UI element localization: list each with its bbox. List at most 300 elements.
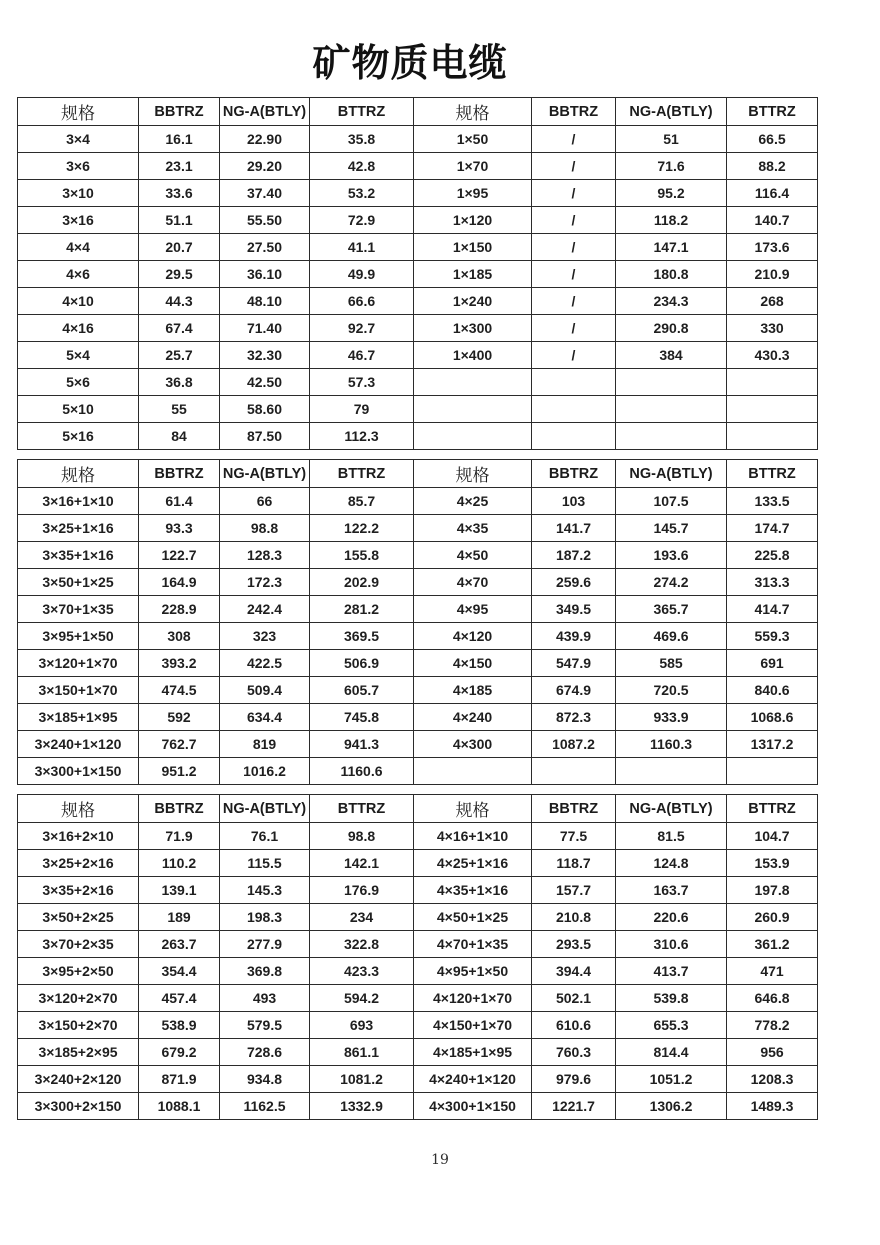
- spec-cell: 4×16+1×10: [414, 823, 532, 850]
- table-row: [18, 1012, 818, 1039]
- value-cell: 42.8: [310, 153, 414, 180]
- value-cell: 225.8: [727, 542, 818, 569]
- spec-cell: 1×95: [414, 180, 532, 207]
- value-cell: [616, 758, 727, 785]
- value-cell: 157.7: [532, 877, 616, 904]
- value-cell: 1088.1: [139, 1093, 220, 1120]
- value-column-header: NG-A(BTLY): [616, 795, 727, 823]
- value-cell: 579.5: [220, 1012, 310, 1039]
- value-cell: /: [532, 261, 616, 288]
- spec-cell: 3×70+2×35: [18, 931, 139, 958]
- value-cell: 281.2: [310, 596, 414, 623]
- value-cell: 87.50: [220, 423, 310, 450]
- page-number: 19: [431, 1152, 449, 1168]
- spec-cell: 3×120+1×70: [18, 650, 139, 677]
- value-cell: [532, 369, 616, 396]
- value-cell: 413.7: [616, 958, 727, 985]
- spec-cell: 4×95: [414, 596, 532, 623]
- value-cell: 277.9: [220, 931, 310, 958]
- value-cell: 1160.3: [616, 731, 727, 758]
- value-cell: 646.8: [727, 985, 818, 1012]
- spec-cell: 3×70+1×35: [18, 596, 139, 623]
- table-row: [18, 931, 818, 958]
- spec-cell: [414, 396, 532, 423]
- value-cell: 49.9: [310, 261, 414, 288]
- spec-cell: 3×150+2×70: [18, 1012, 139, 1039]
- value-cell: 840.6: [727, 677, 818, 704]
- value-cell: 176.9: [310, 877, 414, 904]
- spec-cell: 3×300+1×150: [18, 758, 139, 785]
- spec-cell: 3×10: [18, 180, 139, 207]
- value-cell: 115.5: [220, 850, 310, 877]
- value-cell: 872.3: [532, 704, 616, 731]
- spec-cell: 4×120+1×70: [414, 985, 532, 1012]
- value-cell: 51.1: [139, 207, 220, 234]
- value-cell: 142.1: [310, 850, 414, 877]
- spec-cell: [414, 758, 532, 785]
- value-cell: 933.9: [616, 704, 727, 731]
- value-cell: 605.7: [310, 677, 414, 704]
- spec-cell: 1×185: [414, 261, 532, 288]
- value-cell: 110.2: [139, 850, 220, 877]
- value-cell: 76.1: [220, 823, 310, 850]
- spec-cell: 4×25: [414, 488, 532, 515]
- value-cell: /: [532, 234, 616, 261]
- value-column-header: NG-A(BTLY): [220, 460, 310, 488]
- value-cell: 720.5: [616, 677, 727, 704]
- value-column-header: BBTRZ: [139, 460, 220, 488]
- table-row: [18, 515, 818, 542]
- table-row: [18, 288, 818, 315]
- value-cell: 98.8: [310, 823, 414, 850]
- value-cell: 180.8: [616, 261, 727, 288]
- value-cell: /: [532, 207, 616, 234]
- value-cell: 394.4: [532, 958, 616, 985]
- value-cell: 313.3: [727, 569, 818, 596]
- spec-column-header: 规格: [414, 460, 532, 488]
- value-cell: 16.1: [139, 126, 220, 153]
- value-cell: 112.3: [310, 423, 414, 450]
- value-cell: 93.3: [139, 515, 220, 542]
- value-cell: 234.3: [616, 288, 727, 315]
- value-cell: 124.8: [616, 850, 727, 877]
- value-cell: 71.6: [616, 153, 727, 180]
- value-cell: 430.3: [727, 342, 818, 369]
- spec-cell: 3×300+2×150: [18, 1093, 139, 1120]
- value-cell: 172.3: [220, 569, 310, 596]
- spec-cell: 3×35+1×16: [18, 542, 139, 569]
- value-cell: 361.2: [727, 931, 818, 958]
- value-cell: 1160.6: [310, 758, 414, 785]
- value-cell: 29.20: [220, 153, 310, 180]
- value-column-header: NG-A(BTLY): [616, 98, 727, 126]
- value-cell: 22.90: [220, 126, 310, 153]
- spec-cell: 4×70+1×35: [414, 931, 532, 958]
- value-cell: 145.7: [616, 515, 727, 542]
- value-cell: 674.9: [532, 677, 616, 704]
- value-column-header: BTTRZ: [727, 98, 818, 126]
- value-cell: 46.7: [310, 342, 414, 369]
- value-column-header: NG-A(BTLY): [616, 460, 727, 488]
- value-cell: 1087.2: [532, 731, 616, 758]
- spec-cell: 3×240+2×120: [18, 1066, 139, 1093]
- value-cell: 322.8: [310, 931, 414, 958]
- value-cell: 153.9: [727, 850, 818, 877]
- value-cell: 259.6: [532, 569, 616, 596]
- value-cell: 41.1: [310, 234, 414, 261]
- value-cell: 956: [727, 1039, 818, 1066]
- value-cell: 189: [139, 904, 220, 931]
- table-row: [18, 985, 818, 1012]
- spec-cell: 3×185+2×95: [18, 1039, 139, 1066]
- table-row: [18, 650, 818, 677]
- value-cell: 1068.6: [727, 704, 818, 731]
- table-row: [18, 342, 818, 369]
- spec-cell: 3×50+1×25: [18, 569, 139, 596]
- value-cell: 29.5: [139, 261, 220, 288]
- spec-column-header: 规格: [18, 460, 139, 488]
- table-row: [18, 315, 818, 342]
- value-cell: 502.1: [532, 985, 616, 1012]
- value-cell: 728.6: [220, 1039, 310, 1066]
- spec-cell: 4×35: [414, 515, 532, 542]
- value-column-header: BBTRZ: [139, 795, 220, 823]
- table-row: [18, 542, 818, 569]
- value-cell: 594.2: [310, 985, 414, 1012]
- spec-cell: 3×240+1×120: [18, 731, 139, 758]
- value-cell: 27.50: [220, 234, 310, 261]
- value-cell: 369.5: [310, 623, 414, 650]
- value-cell: [532, 396, 616, 423]
- table-row: [18, 423, 818, 450]
- value-cell: 35.8: [310, 126, 414, 153]
- value-column-header: BTTRZ: [310, 98, 414, 126]
- spec-cell: 3×150+1×70: [18, 677, 139, 704]
- value-cell: 1489.3: [727, 1093, 818, 1120]
- spec-cell: 3×16: [18, 207, 139, 234]
- value-cell: 36.10: [220, 261, 310, 288]
- table-row: [18, 153, 818, 180]
- spec-column-header: 规格: [18, 98, 139, 126]
- value-cell: 67.4: [139, 315, 220, 342]
- value-cell: /: [532, 315, 616, 342]
- value-cell: 861.1: [310, 1039, 414, 1066]
- value-cell: 79: [310, 396, 414, 423]
- value-column-header: BTTRZ: [310, 460, 414, 488]
- value-cell: 349.5: [532, 596, 616, 623]
- value-cell: 585: [616, 650, 727, 677]
- value-cell: 145.3: [220, 877, 310, 904]
- value-cell: 32.30: [220, 342, 310, 369]
- value-cell: 951.2: [139, 758, 220, 785]
- value-cell: 655.3: [616, 1012, 727, 1039]
- spec-cell: 3×16+2×10: [18, 823, 139, 850]
- table-row: [18, 1093, 818, 1120]
- value-cell: 23.1: [139, 153, 220, 180]
- cable-table-2: [17, 459, 818, 785]
- spec-cell: 4×95+1×50: [414, 958, 532, 985]
- header-row: [18, 795, 818, 823]
- spec-cell: 5×6: [18, 369, 139, 396]
- page-title: 矿物质电缆: [312, 40, 508, 85]
- value-cell: 107.5: [616, 488, 727, 515]
- value-cell: /: [532, 288, 616, 315]
- value-cell: 164.9: [139, 569, 220, 596]
- value-column-header: BBTRZ: [532, 795, 616, 823]
- value-cell: 559.3: [727, 623, 818, 650]
- value-column-header: BBTRZ: [532, 460, 616, 488]
- value-cell: 77.5: [532, 823, 616, 850]
- value-cell: [532, 758, 616, 785]
- value-cell: 33.6: [139, 180, 220, 207]
- value-cell: 592: [139, 704, 220, 731]
- value-cell: 547.9: [532, 650, 616, 677]
- value-cell: /: [532, 342, 616, 369]
- spec-cell: 3×95+1×50: [18, 623, 139, 650]
- value-cell: 439.9: [532, 623, 616, 650]
- table-row: [18, 877, 818, 904]
- value-cell: [616, 369, 727, 396]
- spec-cell: 1×150: [414, 234, 532, 261]
- table-row: [18, 596, 818, 623]
- table-row: [18, 234, 818, 261]
- value-cell: 118.2: [616, 207, 727, 234]
- value-cell: 308: [139, 623, 220, 650]
- table-row: [18, 569, 818, 596]
- spec-cell: 4×50+1×25: [414, 904, 532, 931]
- table-row: [18, 180, 818, 207]
- spec-cell: 4×185+1×95: [414, 1039, 532, 1066]
- spec-cell: 4×120: [414, 623, 532, 650]
- value-cell: 118.7: [532, 850, 616, 877]
- value-cell: 81.5: [616, 823, 727, 850]
- spec-cell: [414, 369, 532, 396]
- value-cell: 871.9: [139, 1066, 220, 1093]
- spec-cell: 3×4: [18, 126, 139, 153]
- spec-cell: 4×150+1×70: [414, 1012, 532, 1039]
- table-row: [18, 1066, 818, 1093]
- value-cell: 610.6: [532, 1012, 616, 1039]
- value-cell: 198.3: [220, 904, 310, 931]
- spec-cell: 1×300: [414, 315, 532, 342]
- table-row: [18, 758, 818, 785]
- value-cell: 1162.5: [220, 1093, 310, 1120]
- value-cell: 1317.2: [727, 731, 818, 758]
- value-cell: 260.9: [727, 904, 818, 931]
- cable-table-1: [17, 97, 818, 450]
- value-cell: 414.7: [727, 596, 818, 623]
- value-cell: 174.7: [727, 515, 818, 542]
- value-cell: 1051.2: [616, 1066, 727, 1093]
- spec-cell: 3×95+2×50: [18, 958, 139, 985]
- value-cell: 268: [727, 288, 818, 315]
- value-column-header: BTTRZ: [727, 795, 818, 823]
- table-row: [18, 823, 818, 850]
- value-column-header: BTTRZ: [310, 795, 414, 823]
- value-cell: 1332.9: [310, 1093, 414, 1120]
- value-cell: 116.4: [727, 180, 818, 207]
- spec-cell: 3×25+1×16: [18, 515, 139, 542]
- value-cell: 539.8: [616, 985, 727, 1012]
- cable-table-3: [17, 794, 818, 1120]
- table-row: [18, 369, 818, 396]
- value-cell: [727, 758, 818, 785]
- table-row: [18, 904, 818, 931]
- value-cell: 384: [616, 342, 727, 369]
- value-cell: 139.1: [139, 877, 220, 904]
- value-cell: 103: [532, 488, 616, 515]
- spec-cell: 3×35+2×16: [18, 877, 139, 904]
- value-cell: 48.10: [220, 288, 310, 315]
- value-cell: /: [532, 126, 616, 153]
- table-row: [18, 396, 818, 423]
- value-cell: 84: [139, 423, 220, 450]
- table-row: [18, 1039, 818, 1066]
- value-cell: 58.60: [220, 396, 310, 423]
- spec-cell: 4×25+1×16: [414, 850, 532, 877]
- spec-cell: 4×4: [18, 234, 139, 261]
- value-cell: 365.7: [616, 596, 727, 623]
- value-column-header: NG-A(BTLY): [220, 795, 310, 823]
- value-cell: 814.4: [616, 1039, 727, 1066]
- spec-cell: 3×16+1×10: [18, 488, 139, 515]
- header-row: [18, 98, 818, 126]
- spec-cell: 3×25+2×16: [18, 850, 139, 877]
- value-cell: 92.7: [310, 315, 414, 342]
- spec-cell: 3×185+1×95: [18, 704, 139, 731]
- value-cell: [616, 396, 727, 423]
- value-cell: 679.2: [139, 1039, 220, 1066]
- value-cell: [727, 396, 818, 423]
- value-cell: 85.7: [310, 488, 414, 515]
- spec-cell: 3×6: [18, 153, 139, 180]
- value-column-header: NG-A(BTLY): [220, 98, 310, 126]
- spec-cell: 1×120: [414, 207, 532, 234]
- value-cell: 1221.7: [532, 1093, 616, 1120]
- value-cell: 36.8: [139, 369, 220, 396]
- spec-cell: 1×50: [414, 126, 532, 153]
- value-cell: 330: [727, 315, 818, 342]
- value-cell: 210.8: [532, 904, 616, 931]
- value-cell: 469.6: [616, 623, 727, 650]
- spec-cell: 4×300+1×150: [414, 1093, 532, 1120]
- value-cell: 509.4: [220, 677, 310, 704]
- table-row: [18, 488, 818, 515]
- value-cell: 88.2: [727, 153, 818, 180]
- value-cell: 693: [310, 1012, 414, 1039]
- value-column-header: BBTRZ: [139, 98, 220, 126]
- value-cell: 760.3: [532, 1039, 616, 1066]
- value-cell: 762.7: [139, 731, 220, 758]
- value-column-header: BTTRZ: [727, 460, 818, 488]
- value-cell: 163.7: [616, 877, 727, 904]
- spec-cell: 4×185: [414, 677, 532, 704]
- value-cell: 187.2: [532, 542, 616, 569]
- value-cell: 634.4: [220, 704, 310, 731]
- value-cell: 1306.2: [616, 1093, 727, 1120]
- value-cell: 61.4: [139, 488, 220, 515]
- value-cell: /: [532, 153, 616, 180]
- spec-column-header: 规格: [414, 98, 532, 126]
- value-cell: 95.2: [616, 180, 727, 207]
- spec-cell: 4×300: [414, 731, 532, 758]
- table-row: [18, 704, 818, 731]
- table-row: [18, 850, 818, 877]
- value-cell: 98.8: [220, 515, 310, 542]
- value-cell: 51: [616, 126, 727, 153]
- table-row: [18, 623, 818, 650]
- table-row: [18, 731, 818, 758]
- value-cell: /: [532, 180, 616, 207]
- spec-cell: 3×120+2×70: [18, 985, 139, 1012]
- value-cell: 210.9: [727, 261, 818, 288]
- value-cell: 293.5: [532, 931, 616, 958]
- value-cell: 745.8: [310, 704, 414, 731]
- value-cell: 104.7: [727, 823, 818, 850]
- value-cell: [616, 423, 727, 450]
- value-cell: 1081.2: [310, 1066, 414, 1093]
- spec-cell: [414, 423, 532, 450]
- spec-cell: 1×400: [414, 342, 532, 369]
- value-cell: 506.9: [310, 650, 414, 677]
- spec-cell: 4×35+1×16: [414, 877, 532, 904]
- table-row: [18, 677, 818, 704]
- value-cell: 1016.2: [220, 758, 310, 785]
- spec-cell: 4×16: [18, 315, 139, 342]
- spec-cell: 1×240: [414, 288, 532, 315]
- value-cell: 42.50: [220, 369, 310, 396]
- value-cell: 20.7: [139, 234, 220, 261]
- spec-column-header: 规格: [414, 795, 532, 823]
- value-cell: 197.8: [727, 877, 818, 904]
- value-cell: 474.5: [139, 677, 220, 704]
- value-cell: 220.6: [616, 904, 727, 931]
- value-cell: 44.3: [139, 288, 220, 315]
- value-cell: 72.9: [310, 207, 414, 234]
- value-cell: 691: [727, 650, 818, 677]
- value-cell: 53.2: [310, 180, 414, 207]
- value-cell: [532, 423, 616, 450]
- spec-cell: 4×240+1×120: [414, 1066, 532, 1093]
- table-row: [18, 261, 818, 288]
- value-cell: 538.9: [139, 1012, 220, 1039]
- value-cell: 66.5: [727, 126, 818, 153]
- value-cell: 155.8: [310, 542, 414, 569]
- value-cell: 354.4: [139, 958, 220, 985]
- value-cell: 242.4: [220, 596, 310, 623]
- spec-cell: 4×6: [18, 261, 139, 288]
- header-row: [18, 460, 818, 488]
- value-cell: 457.4: [139, 985, 220, 1012]
- spec-cell: 4×150: [414, 650, 532, 677]
- value-cell: 369.8: [220, 958, 310, 985]
- spec-cell: 4×240: [414, 704, 532, 731]
- value-cell: 423.3: [310, 958, 414, 985]
- value-cell: 310.6: [616, 931, 727, 958]
- value-cell: 122.2: [310, 515, 414, 542]
- value-cell: 57.3: [310, 369, 414, 396]
- value-cell: 778.2: [727, 1012, 818, 1039]
- value-cell: 141.7: [532, 515, 616, 542]
- value-cell: 941.3: [310, 731, 414, 758]
- value-cell: 55.50: [220, 207, 310, 234]
- value-cell: 819: [220, 731, 310, 758]
- value-cell: 1208.3: [727, 1066, 818, 1093]
- value-cell: 290.8: [616, 315, 727, 342]
- value-cell: 471: [727, 958, 818, 985]
- spec-cell: 4×50: [414, 542, 532, 569]
- value-cell: 71.9: [139, 823, 220, 850]
